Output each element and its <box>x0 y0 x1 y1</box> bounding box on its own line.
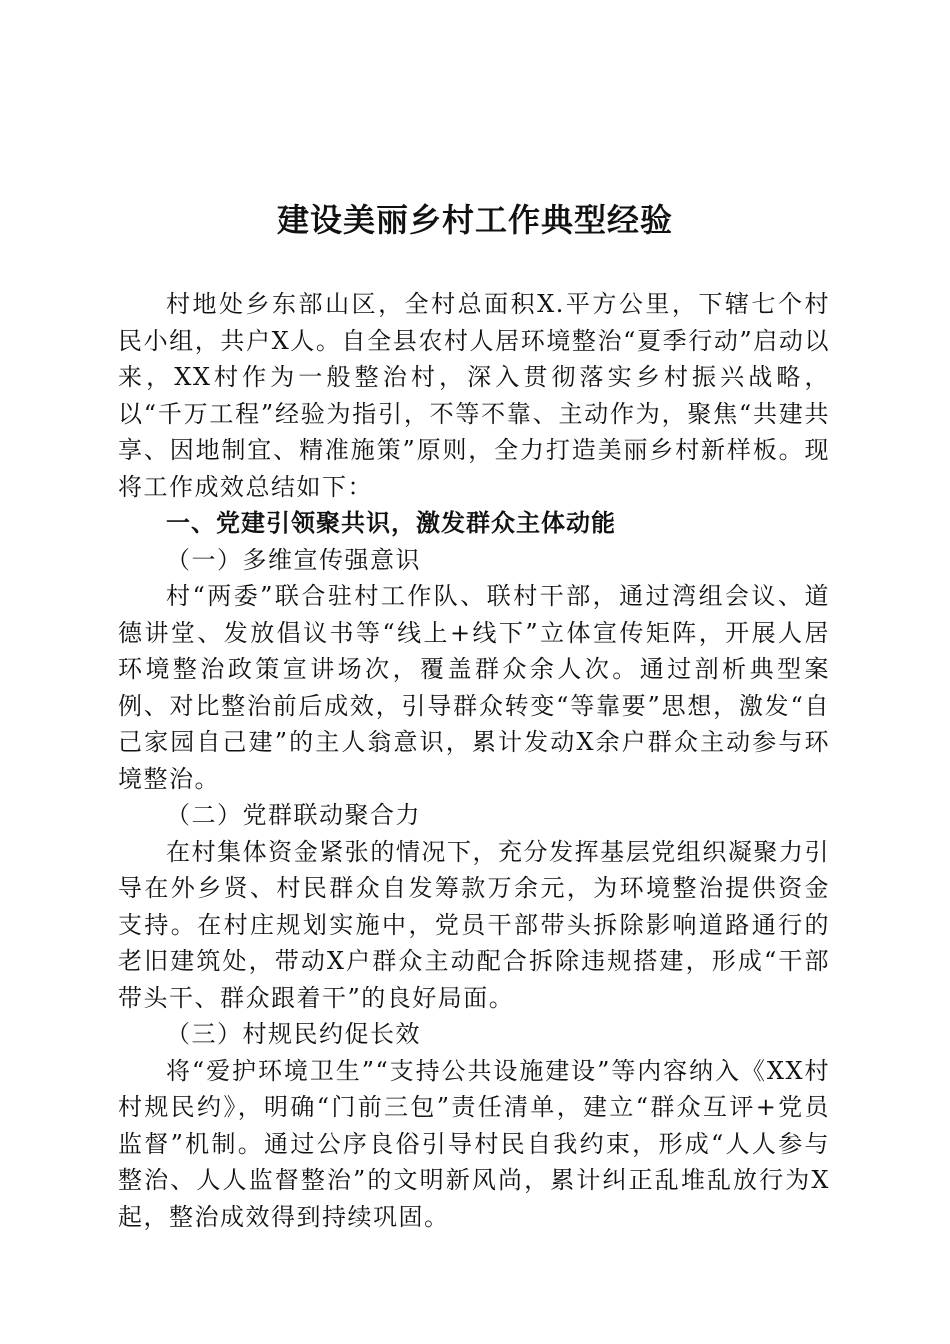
subsection-paragraph-2: 在村集体资金紧张的情况下，充分发挥基层党组织凝聚力引导在外乡贤、村民群众自发筹款万余元，为环境整治提供资金支持。在村庄规划实施中，党员干部带头拆除影响道路通行的老旧建筑处，带动X户群众主动配合拆除违规搭建，形成“干部带头干、群众跟着干”的良好局面。 <box>118 837 830 1012</box>
intro-paragraph: 村地处乡东部山区，全村总面积X.平方公里，下辖七个村民小组，共户X人。自全县农村人居环境整治“夏季行动”启动以来，XX村作为一般整治村，深入贯彻落实乡村振兴战略，以“千万工程”经验为指引，不等不靠、主动作为，聚焦“共建共享、因地制宜、精准施策”原则，全力打造美丽乡村新样板。现将工作成效总结如下： <box>118 290 830 501</box>
subsection-paragraph-1: 村“两委”联合驻村工作队、联村干部，通过湾组会议、道德讲堂、发放倡议书等“线上+线下”立体宣传矩阵，开展人居环境整治政策宣讲场次，覆盖群众余人次。通过剖析典型案例、对比整治前后成效，引导群众转变“等靠要”思想，激发“自己家园自己建”的主人翁意识，累计发动X余户群众主动参与环境整治。 <box>118 582 830 793</box>
document-body <box>118 286 830 1235</box>
subsection-heading-2: （二）党群联动聚合力 <box>166 801 421 829</box>
subsection-heading-3: （三）村规民约促长效 <box>166 1020 421 1048</box>
section-heading-1: 一、党建引领聚共识，激发群众主体动能 <box>166 509 616 537</box>
subsection-paragraph-3: 将“爱护环境卫生”“支持公共设施建设”等内容纳入《XX村村规民约》，明确“门前三包”责任清单，建立“群众互评+党员监督”机制。通过公序良俗引导村民自我约束，形成“人人参与整治、人人监督整治”的文明新风尚，累计纠正乱堆乱放行为X起，整治成效得到持续巩固。 <box>118 1056 830 1231</box>
page-title: 建设美丽乡村工作典型经验 <box>276 201 673 239</box>
subsection-heading-1: （一）多维宣传强意识 <box>166 545 421 574</box>
